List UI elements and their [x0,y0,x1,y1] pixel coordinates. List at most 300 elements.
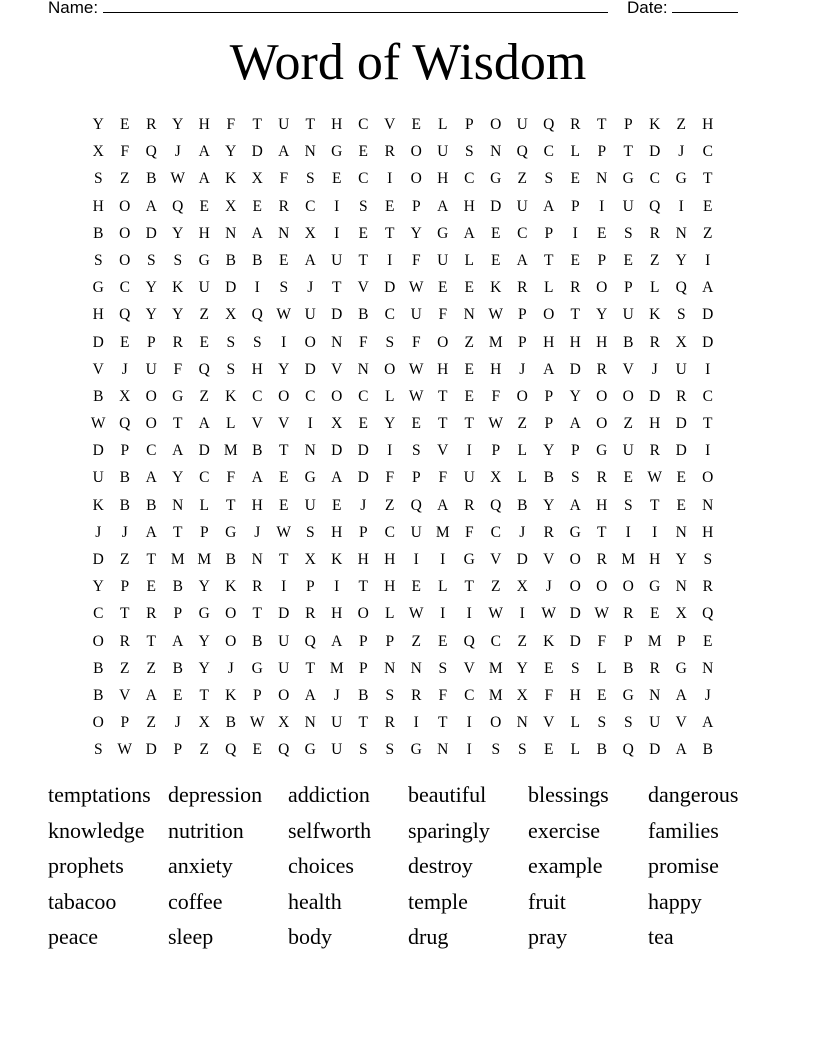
grid-letter[interactable]: O [569,578,581,596]
grid-letter[interactable]: O [543,306,555,324]
grid-letter[interactable]: Q [675,279,687,297]
grid-letter[interactable]: C [490,523,501,541]
grid-letter[interactable]: P [252,686,262,704]
grid-letter[interactable]: Y [543,496,555,514]
grid-letter[interactable]: E [173,686,183,704]
grid-letter[interactable]: X [304,551,316,568]
grid-letter[interactable]: B [702,741,713,759]
grid-letter[interactable]: H [649,415,661,433]
grid-letter[interactable]: G [225,523,237,541]
grid-letter[interactable]: H [92,197,104,215]
grid-letter[interactable]: G [490,170,502,188]
grid-letter[interactable]: O [119,251,131,269]
grid-letter[interactable]: K [649,306,661,324]
grid-letter[interactable]: U [410,306,422,324]
grid-letter[interactable]: R [146,605,157,623]
grid-letter[interactable]: Q [490,496,502,514]
grid-letter[interactable]: T [597,116,607,133]
grid-letter[interactable]: A [463,224,475,242]
grid-letter[interactable]: C [358,387,369,405]
grid-letter[interactable]: Q [251,306,263,324]
grid-letter[interactable]: B [252,632,263,650]
grid-letter[interactable]: S [623,496,633,514]
grid-letter[interactable]: E [597,224,607,242]
grid-letter[interactable]: T [358,578,368,596]
grid-letter[interactable]: C [702,387,713,405]
grid-letter[interactable]: Q [649,197,661,215]
grid-letter[interactable]: X [331,415,343,433]
grid-letter[interactable]: N [304,714,316,732]
grid-letter[interactable]: D [225,279,237,297]
grid-letter[interactable]: T [438,387,448,405]
grid-letter[interactable]: W [117,741,133,759]
grid-letter[interactable]: T [358,714,368,732]
grid-letter[interactable]: S [544,170,554,188]
grid-letter[interactable]: W [488,605,504,623]
grid-letter[interactable]: B [93,686,104,704]
grid-letter[interactable]: G [92,279,104,297]
grid-letter[interactable]: T [703,415,713,433]
grid-letter[interactable]: J [121,360,128,378]
grid-letter[interactable]: J [227,659,234,677]
grid-letter[interactable]: V [92,360,104,378]
grid-letter[interactable]: W [488,415,504,433]
grid-letter[interactable]: Z [199,306,209,324]
grid-letter[interactable]: T [544,251,554,269]
grid-letter[interactable]: T [199,686,209,704]
grid-letter[interactable]: D [702,306,714,324]
grid-letter[interactable]: T [279,442,289,460]
grid-letter[interactable]: M [488,333,503,351]
grid-letter[interactable]: Y [145,306,157,324]
grid-letter[interactable]: F [544,686,554,704]
grid-letter[interactable]: T [623,143,633,161]
grid-letter[interactable]: B [225,714,236,732]
grid-letter[interactable]: A [172,632,184,650]
grid-letter[interactable]: G [172,387,184,405]
grid-letter[interactable]: O [516,387,528,405]
grid-letter[interactable]: E [544,659,554,677]
grid-letter[interactable]: E [385,197,395,215]
grid-letter[interactable]: C [517,224,528,242]
grid-letter[interactable]: D [675,442,687,460]
grid-letter[interactable]: D [569,360,581,378]
grid-letter[interactable]: P [517,333,527,351]
grid-letter[interactable]: C [119,279,130,297]
grid-letter[interactable]: X [490,469,502,487]
grid-letter[interactable]: H [596,333,608,351]
grid-letter[interactable]: G [569,523,581,541]
grid-letter[interactable]: D [649,143,661,161]
grid-letter[interactable]: F [438,469,448,487]
grid-letter[interactable]: X [675,333,687,351]
grid-letter[interactable]: W [594,605,610,623]
grid-letter[interactable]: U [92,469,104,487]
grid-letter[interactable]: N [304,442,316,460]
grid-letter[interactable]: O [304,333,316,351]
grid-letter[interactable]: P [199,523,209,541]
grid-letter[interactable]: I [440,551,446,568]
grid-letter[interactable]: Y [92,578,104,596]
grid-letter[interactable]: E [279,251,289,269]
grid-letter[interactable]: S [385,686,395,704]
grid-letter[interactable]: H [543,333,555,351]
grid-letter[interactable]: R [596,469,607,487]
grid-letter[interactable]: I [466,714,472,732]
grid-letter[interactable]: P [305,578,315,596]
grid-letter[interactable]: I [466,605,472,623]
grid-letter[interactable]: N [225,224,237,242]
grid-letter[interactable]: R [172,333,183,351]
grid-letter[interactable]: X [198,714,210,732]
grid-letter[interactable]: G [622,686,634,704]
grid-letter[interactable]: A [251,469,263,487]
grid-letter[interactable]: P [491,442,501,460]
grid-letter[interactable]: S [358,741,368,759]
grid-letter[interactable]: H [490,360,502,378]
grid-letter[interactable]: I [281,578,287,596]
grid-letter[interactable]: Q [702,605,714,623]
grid-letter[interactable]: W [170,170,186,188]
grid-letter[interactable]: B [146,170,157,188]
grid-letter[interactable]: P [120,442,130,460]
grid-letter[interactable]: P [120,714,130,732]
grid-letter[interactable]: V [622,360,634,378]
grid-letter[interactable]: I [652,523,658,541]
grid-letter[interactable]: G [304,469,316,487]
grid-letter[interactable]: T [252,116,262,133]
grid-letter[interactable]: R [702,578,713,596]
grid-letter[interactable]: V [119,686,131,704]
grid-letter[interactable]: I [466,442,472,460]
grid-letter[interactable]: G [675,170,687,188]
grid-letter[interactable]: Y [225,143,237,161]
grid-letter[interactable]: N [410,659,422,677]
grid-letter[interactable]: J [307,279,314,297]
grid-letter[interactable]: Y [569,387,581,405]
grid-letter[interactable]: S [93,251,103,269]
grid-letter[interactable]: V [278,415,290,433]
grid-letter[interactable]: A [251,224,263,242]
grid-letter[interactable]: J [174,143,181,161]
grid-letter[interactable]: H [251,496,263,514]
grid-letter[interactable]: O [145,387,157,405]
grid-letter[interactable]: R [649,442,660,460]
grid-letter[interactable]: U [437,251,449,269]
grid-letter[interactable]: E [570,170,580,188]
grid-letter[interactable]: U [278,659,290,677]
grid-letter[interactable]: I [572,224,578,242]
grid-letter[interactable]: S [93,170,103,188]
grid-letter[interactable]: Q [172,197,184,215]
grid-letter[interactable]: J [121,523,128,541]
grid-letter[interactable]: D [490,197,502,215]
grid-letter[interactable]: Y [384,415,396,433]
grid-letter[interactable]: I [307,415,313,433]
grid-letter[interactable]: O [702,469,714,487]
grid-letter[interactable]: H [702,523,714,541]
grid-letter[interactable]: U [516,116,528,133]
grid-letter[interactable]: S [570,469,580,487]
grid-letter[interactable]: O [92,632,104,650]
grid-letter[interactable]: A [304,251,316,269]
grid-letter[interactable]: H [702,116,714,133]
grid-letter[interactable]: E [623,251,633,269]
grid-letter[interactable]: O [437,333,449,351]
grid-letter[interactable]: M [488,686,503,704]
grid-letter[interactable]: H [198,224,210,242]
grid-letter[interactable]: O [225,605,237,623]
grid-letter[interactable]: O [278,686,290,704]
grid-letter[interactable]: T [464,415,474,433]
grid-letter[interactable]: R [464,496,475,514]
grid-letter[interactable]: B [543,469,554,487]
grid-letter[interactable]: P [544,415,554,433]
grid-letter[interactable]: E [464,387,474,405]
grid-letter[interactable]: M [488,659,503,677]
grid-letter[interactable]: O [119,197,131,215]
grid-letter[interactable]: Y [410,224,422,242]
grid-letter[interactable]: P [597,143,607,161]
grid-letter[interactable]: C [93,605,104,623]
grid-letter[interactable]: O [569,551,581,568]
grid-letter[interactable]: E [146,578,156,596]
grid-letter[interactable]: R [543,523,554,541]
grid-letter[interactable]: U [145,360,157,378]
grid-letter[interactable]: R [570,279,581,297]
grid-letter[interactable]: G [198,605,210,623]
grid-letter[interactable]: S [385,333,395,351]
grid-letter[interactable]: H [384,578,396,596]
grid-letter[interactable]: E [491,251,501,269]
grid-letter[interactable]: A [675,741,687,759]
grid-letter[interactable]: F [385,469,395,487]
grid-letter[interactable]: J [519,360,526,378]
grid-letter[interactable]: N [675,523,687,541]
grid-letter[interactable]: O [384,360,396,378]
grid-letter[interactable]: S [464,143,474,161]
grid-letter[interactable]: Y [145,279,157,297]
grid-letter[interactable]: R [596,551,607,568]
grid-letter[interactable]: O [596,387,608,405]
grid-letter[interactable]: K [172,279,184,297]
grid-letter[interactable]: J [651,360,658,378]
grid-letter[interactable]: I [334,197,340,215]
grid-letter[interactable]: S [676,306,686,324]
grid-letter[interactable]: E [411,415,421,433]
grid-letter[interactable]: P [411,469,421,487]
grid-letter[interactable]: O [410,143,422,161]
grid-letter[interactable]: I [387,170,393,188]
grid-letter[interactable]: B [596,741,607,759]
grid-letter[interactable]: A [331,632,343,650]
grid-letter[interactable]: D [357,442,369,460]
grid-letter[interactable]: O [596,578,608,596]
grid-letter[interactable]: B [146,496,157,514]
grid-letter[interactable]: L [438,116,448,133]
grid-letter[interactable]: C [543,143,554,161]
grid-letter[interactable]: P [517,306,527,324]
grid-letter[interactable]: P [464,116,474,133]
grid-letter[interactable]: D [92,333,104,351]
grid-letter[interactable]: D [649,387,661,405]
grid-letter[interactable]: H [198,116,210,133]
grid-letter[interactable]: K [225,686,237,704]
grid-letter[interactable]: T [650,496,660,514]
grid-letter[interactable]: G [331,143,343,161]
grid-letter[interactable]: L [517,469,527,487]
grid-letter[interactable]: S [173,251,183,269]
grid-letter[interactable]: B [172,659,183,677]
grid-letter[interactable]: S [146,251,156,269]
grid-letter[interactable]: C [649,170,660,188]
grid-letter[interactable]: E [199,333,209,351]
grid-letter[interactable]: C [358,170,369,188]
grid-letter[interactable]: U [331,741,343,759]
grid-letter[interactable]: O [596,279,608,297]
grid-letter[interactable]: K [331,551,343,568]
grid-letter[interactable]: U [198,279,210,297]
grid-letter[interactable]: U [278,116,290,133]
grid-letter[interactable]: O [622,387,634,405]
grid-letter[interactable]: E [411,116,421,133]
grid-letter[interactable]: D [569,632,581,650]
grid-letter[interactable]: J [360,496,367,514]
grid-letter[interactable]: L [464,251,474,269]
grid-letter[interactable]: P [676,632,686,650]
grid-letter[interactable]: X [119,387,131,405]
grid-letter[interactable]: H [357,551,369,568]
grid-letter[interactable]: B [225,551,236,568]
grid-letter[interactable]: Z [120,170,130,188]
grid-letter[interactable]: W [249,714,265,732]
grid-letter[interactable]: F [438,686,448,704]
grid-letter[interactable]: A [198,415,210,433]
grid-letter[interactable]: D [516,551,528,568]
grid-letter[interactable]: E [252,197,262,215]
grid-letter[interactable]: Q [543,116,555,133]
grid-letter[interactable]: A [278,143,290,161]
grid-letter[interactable]: G [304,741,316,759]
grid-letter[interactable]: V [357,279,369,297]
grid-letter[interactable]: N [437,741,449,759]
grid-letter[interactable]: G [649,578,661,596]
grid-letter[interactable]: T [173,523,183,541]
grid-letter[interactable]: I [387,442,393,460]
grid-letter[interactable]: H [569,333,581,351]
grid-letter[interactable]: V [543,714,555,732]
grid-letter[interactable]: N [702,496,714,514]
grid-letter[interactable]: N [357,360,369,378]
grid-letter[interactable]: A [304,686,316,704]
grid-letter[interactable]: Q [119,415,131,433]
grid-letter[interactable]: D [145,741,157,759]
grid-letter[interactable]: Z [146,714,156,732]
grid-letter[interactable]: X [225,197,237,215]
grid-letter[interactable]: E [120,333,130,351]
grid-letter[interactable]: Y [198,632,210,650]
grid-letter[interactable]: R [649,659,660,677]
grid-letter[interactable]: R [517,279,528,297]
grid-letter[interactable]: I [254,279,260,297]
grid-letter[interactable]: C [358,116,369,133]
grid-letter[interactable]: E [120,116,130,133]
name-blank-line[interactable] [103,0,608,13]
grid-letter[interactable]: Z [411,632,421,650]
grid-letter[interactable]: E [438,632,448,650]
grid-letter[interactable]: V [331,360,343,378]
grid-letter[interactable]: I [625,523,631,541]
grid-letter[interactable]: I [413,551,419,568]
grid-letter[interactable]: D [304,360,316,378]
grid-letter[interactable]: D [649,741,661,759]
grid-letter[interactable]: H [569,686,581,704]
grid-letter[interactable]: F [279,170,289,188]
grid-letter[interactable]: N [331,333,343,351]
grid-letter[interactable]: Q [463,632,475,650]
grid-letter[interactable]: Y [596,306,608,324]
grid-letter[interactable]: P [358,632,368,650]
grid-letter[interactable]: H [463,197,475,215]
grid-letter[interactable]: C [384,306,395,324]
grid-letter[interactable]: L [570,714,580,732]
grid-letter[interactable]: I [413,714,419,732]
grid-letter[interactable]: N [596,170,608,188]
grid-letter[interactable]: S [491,741,501,759]
date-field[interactable] [627,0,738,18]
grid-letter[interactable]: P [411,197,421,215]
grid-letter[interactable]: P [146,333,156,351]
grid-letter[interactable]: W [90,415,106,433]
grid-letter[interactable]: S [305,523,315,541]
grid-letter[interactable]: S [279,279,289,297]
grid-letter[interactable]: Y [278,360,290,378]
grid-letter[interactable]: B [93,387,104,405]
grid-letter[interactable]: E [464,279,474,297]
grid-letter[interactable]: B [172,578,183,596]
grid-letter[interactable]: S [597,714,607,732]
grid-letter[interactable]: Q [278,741,290,759]
grid-letter[interactable]: P [623,632,633,650]
grid-letter[interactable]: Q [119,306,131,324]
grid-letter[interactable]: R [570,116,581,133]
grid-letter[interactable]: I [334,224,340,242]
grid-letter[interactable]: Z [199,741,209,759]
grid-letter[interactable]: Z [517,415,527,433]
grid-letter[interactable]: U [304,306,316,324]
grid-letter[interactable]: V [251,415,263,433]
grid-letter[interactable]: N [278,224,290,242]
grid-letter[interactable]: M [329,659,344,677]
grid-letter[interactable]: N [463,306,475,324]
grid-letter[interactable]: J [174,714,181,732]
grid-letter[interactable]: J [545,578,552,596]
grid-letter[interactable]: C [305,387,316,405]
grid-letter[interactable]: T [173,415,183,433]
grid-letter[interactable]: V [437,442,449,460]
grid-letter[interactable]: P [623,279,633,297]
grid-letter[interactable]: C [305,197,316,215]
grid-letter[interactable]: Z [120,551,130,568]
grid-letter[interactable]: O [119,224,131,242]
grid-letter[interactable]: O [145,415,157,433]
grid-letter[interactable]: G [596,442,608,460]
grid-letter[interactable]: W [276,523,292,541]
grid-letter[interactable]: R [252,578,263,596]
grid-letter[interactable]: D [251,143,263,161]
grid-letter[interactable]: C [490,632,501,650]
grid-letter[interactable]: J [95,523,102,541]
